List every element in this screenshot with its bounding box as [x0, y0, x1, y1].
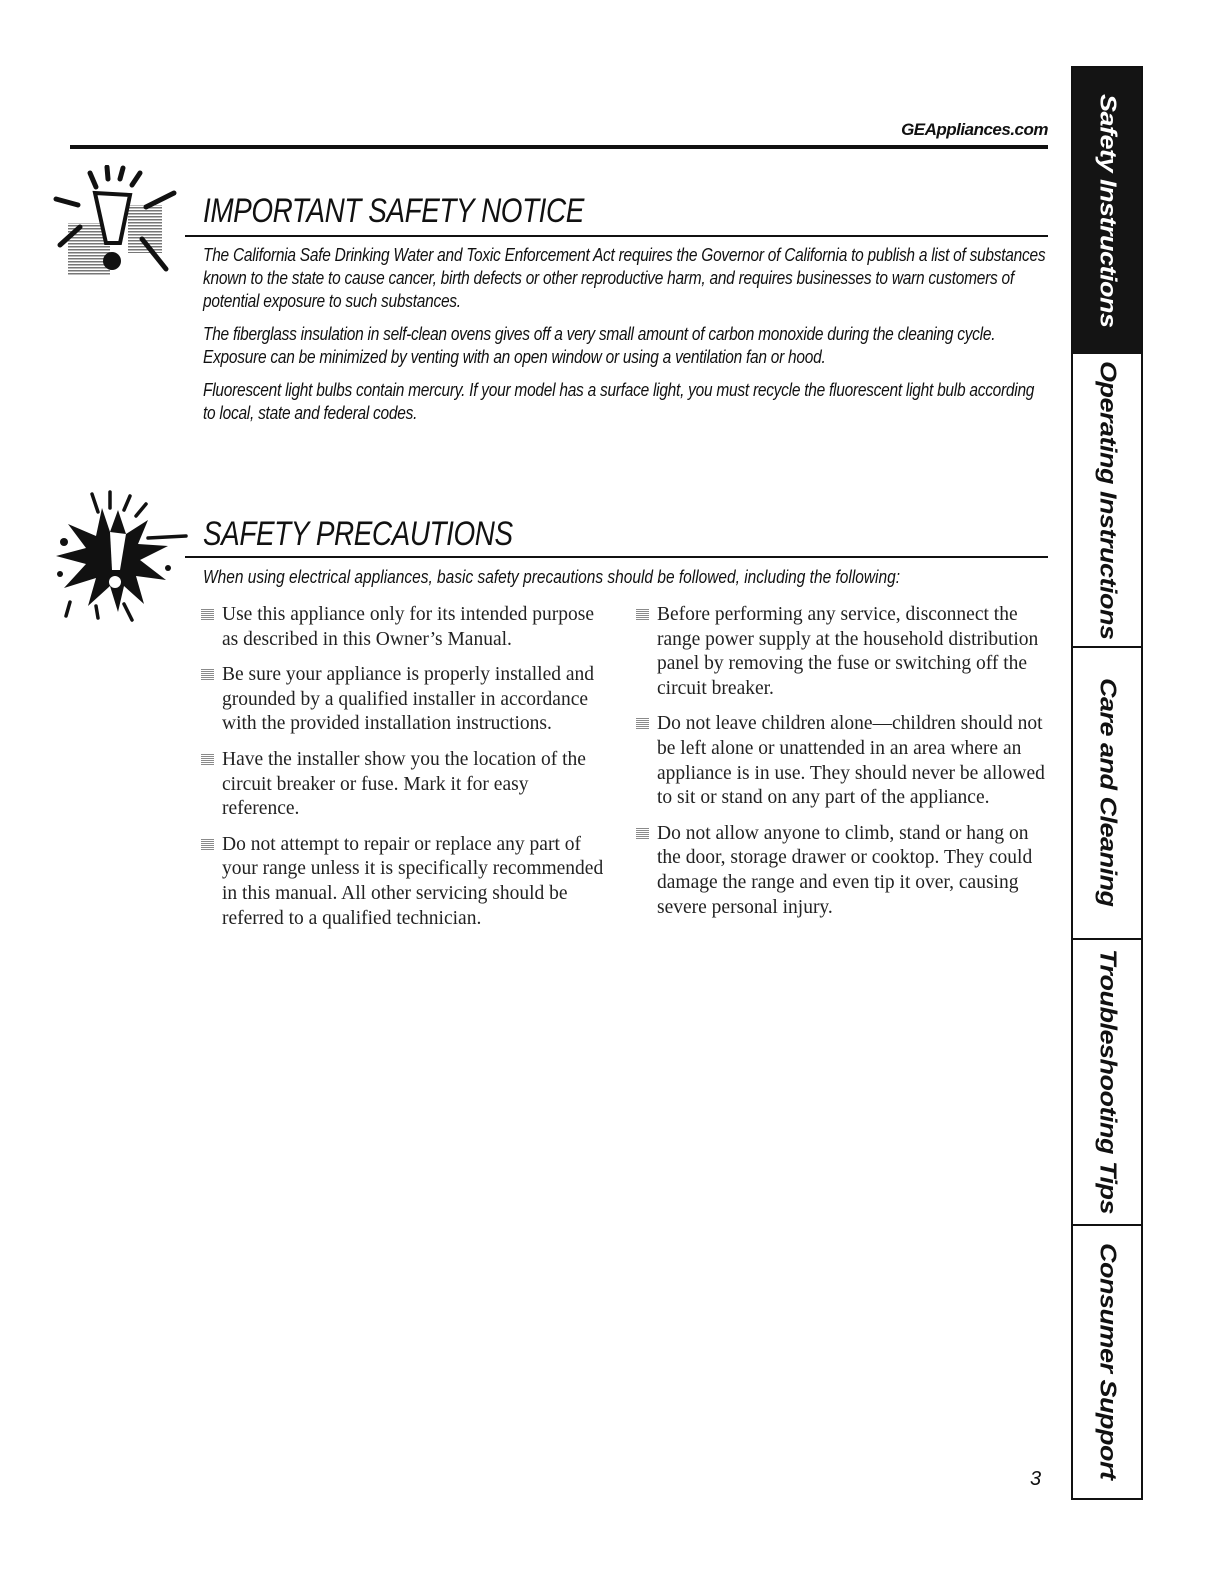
precautions-intro: When using electrical appliances, basic safety precautions should be followed, including the following:	[203, 567, 901, 587]
precautions-right-column	[635, 603, 1047, 931]
section-tabs	[1071, 66, 1143, 1500]
tab-care-and-cleaning[interactable]	[1073, 646, 1141, 938]
notice-title: IMPORTANT SAFETY NOTICE	[203, 192, 584, 230]
notice-paragraph: Fluorescent light bulbs contain mercury. If your model has a surface light, you must recycle the fluorescent light bulb according to local, state and federal codes.	[203, 380, 1035, 423]
tab-troubleshooting-tips[interactable]	[1073, 938, 1141, 1224]
tab-label: Care and Cleaning	[1094, 677, 1121, 907]
bullet-icon	[201, 754, 214, 765]
warning-exclamation-icon	[50, 165, 180, 290]
bullet-icon	[636, 609, 649, 620]
precautions-left-column	[200, 603, 605, 942]
page-number: 3	[1030, 1468, 1042, 1490]
bullet-icon	[201, 609, 214, 620]
header-rule	[70, 145, 1048, 149]
tab-label: Operating Instructions	[1094, 360, 1121, 640]
tab-label: Safety Instructions	[1094, 94, 1121, 328]
list-item: Be sure your appliance is properly installed and grounded by a qualified installer in accordance with the provided installation instructions.	[200, 663, 605, 737]
list-item: Do not allow anyone to climb, stand or hang on the door, storage drawer or cooktop. They could damage the range and even tip it over, causing severe personal injury.	[635, 822, 1047, 920]
bullet-icon	[636, 828, 649, 839]
list-item: Do not attempt to repair or replace any part of your range unless it is specifically recommended in this manual. All other servicing should be referred to a qualified technician.	[200, 833, 605, 931]
list-item: Do not leave children alone—children should not be left alone or unattended in an area where an appliance is in use. They should never be allowed to sit or stand on any part of the appliance.	[635, 712, 1047, 810]
safety-burst-icon	[40, 490, 190, 625]
tab-label: Consumer Support	[1094, 1242, 1121, 1480]
bullet-icon	[201, 839, 214, 850]
tab-label: Troubleshooting Tips	[1094, 948, 1121, 1214]
list-item: Use this appliance only for its intended purpose as described in this Owner’s Manual.	[200, 603, 605, 652]
tab-safety-instructions[interactable]	[1073, 68, 1141, 354]
list-item: Have the installer show you the location of the circuit breaker or fuse. Mark it for easy reference.	[200, 748, 605, 822]
notice-paragraph: The California Safe Drinking Water and Toxic Enforcement Act requires the Governor of California to publish a list of substances known to the state to cause cancer, birth defects or other reproductive harm, and requires businesses to warn customers of potential exposure to such substances.	[203, 245, 1046, 311]
bullet-icon	[201, 669, 214, 680]
site-url: GEAppliances.com	[901, 120, 1048, 139]
notice-body	[203, 244, 1050, 435]
tab-consumer-support[interactable]	[1073, 1224, 1141, 1498]
bullet-icon	[636, 718, 649, 729]
precautions-title: SAFETY PRECAUTIONS	[203, 515, 513, 553]
precautions-rule	[185, 556, 1048, 558]
notice-paragraph: The fiberglass insulation in self-clean ovens gives off a very small amount of carbon monoxide during the cleaning cycle. Exposure can be minimized by venting with an open window or using a ventilation fan or hood.	[203, 324, 996, 367]
notice-rule	[185, 235, 1048, 237]
tab-operating-instructions[interactable]	[1073, 354, 1141, 646]
list-item: Before performing any service, disconnect the range power supply at the household distribution panel by removing the fuse or switching off the circuit breaker.	[635, 603, 1047, 701]
